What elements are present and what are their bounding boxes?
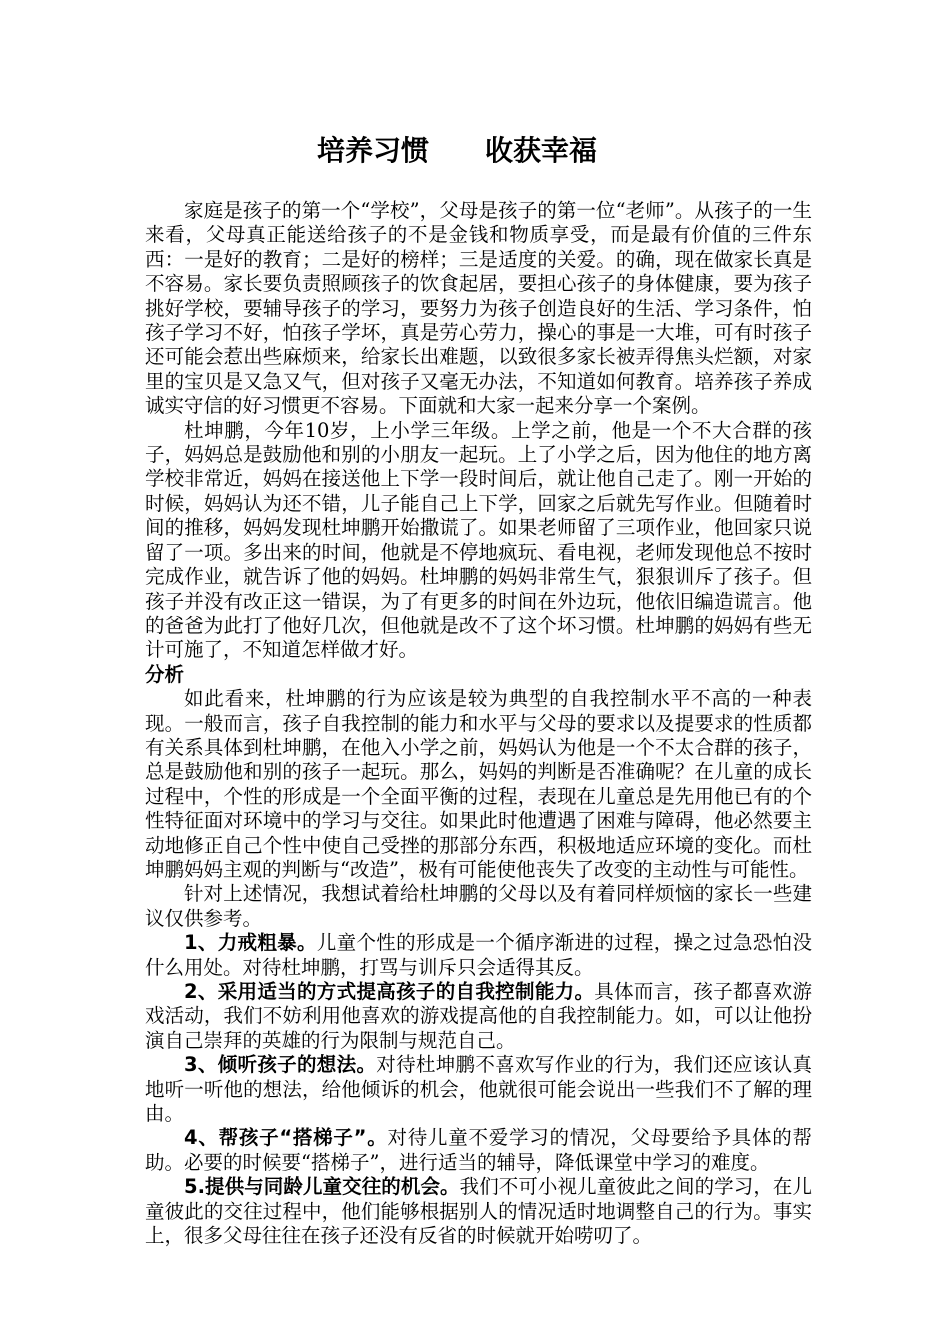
suggestion-item xyxy=(145,1053,812,1126)
suggestion-heading: 3、倾听孩子的想法。 xyxy=(184,1053,377,1077)
suggestion-item xyxy=(145,1126,812,1175)
suggestion-text: 对待儿童不爱学习的情况，父母要给予具体的帮助。必要的时候要“搭梯子”，进行适当的辅导，降低课堂中学习的难度。 xyxy=(145,1126,812,1174)
suggestion-item xyxy=(145,1175,812,1248)
suggestion-heading: 2、采用适当的方式提高孩子的自我控制能力。 xyxy=(184,980,595,1003)
analysis-heading: 分析 xyxy=(145,662,185,686)
case-paragraph: 杜坤鹏，今年10岁，上小学三年级。上学之前，他是一个不大合群的孩子，妈妈总是鼓励他和别的小朋友一起玩。上了小学之后，因为他住的地方离学校非常近，妈妈在接送他上下学一段时间后，就让他自己走了。刚一开始的时候，妈妈认为还不错，儿子能自己上下学，回家之后就先写作业。但随着时间的推移，妈妈发现杜坤鹏开始撒谎了。如果老师留了三项作业，他回家只说留了一项。多出来的时间，他就是不停地疯玩、看电视，老师发现他总不按时完成作业，就告诉了他的妈妈。杜坤鹏的妈妈非常生气，狠狠训斥了孩子。但孩子并没有改正这一错误，为了有更多的时间在外边玩，他依旧编造谎言。他的爸爸为此打了他好几次，但他就是改不了这个坏习惯。杜坤鹏的妈妈有些无计可施了，不知道怎样做才好。 xyxy=(145,418,812,662)
suggestion-text: 具体而言，孩子都喜欢游戏活动，我们不妨利用他喜欢的游戏提高他的自我控制能力。如，可以让他扮演自己崇拜的英雄的行为限制与规范自己。 xyxy=(145,980,812,1052)
suggestion-text: 儿童个性的形成是一个循序渐进的过程，操之过急恐怕没什么用处。对待杜坤鹏，打骂与训斥只会适得其反。 xyxy=(145,931,812,979)
document-body xyxy=(145,199,812,1248)
suggestion-heading: 4、帮孩子“搭梯子”。 xyxy=(184,1126,388,1150)
suggestion-item xyxy=(145,980,812,1053)
suggestion-text: 对待杜坤鹏不喜欢写作业的行为，我们还应该认真地听一听他的想法，给他倾诉的机会，他就很可能会说出一些我们不了解的理由。 xyxy=(145,1053,812,1126)
document-title: 培养习惯 收获幸福 xyxy=(316,134,597,167)
suggestion-item xyxy=(145,931,812,980)
suggestion-heading: 5.提供与同龄儿童交往的机会。 xyxy=(184,1175,460,1199)
suggestion-heading: 1、力戒粗暴。 xyxy=(184,931,317,955)
analysis-paragraph: 如此看来，杜坤鹏的行为应该是较为典型的自我控制水平不高的一种表现。一般而言，孩子自我控制的能力和水平与父母的要求以及提要求的性质都有关系具体到杜坤鹏，在他入小学之前，妈妈认为他是一个不太合群的孩子，总是鼓励他和别的孩子一起玩。那么，妈妈的判断是否准确呢？在儿童的成长过程中，个性的形成是一个全面平衡的过程，表现在儿童总是先用他已有的个性特征面对环境中的学习与交往。如果此时他遭遇了困难与障碍，他必然要主动地修正自己个性中使自己受挫的那部分东西，积极地适应环境的变化。而杜坤鹏妈妈主观的判断与“改造”，极有可能使他丧失了改变的主动性与可能性。 xyxy=(145,687,812,881)
intro-paragraph: 家庭是孩子的第一个“学校”，父母是孩子的第一位“老师”。从孩子的一生来看，父母真正能送给孩子的不是金钱和物质享受，而是最有价值的三件东西：一是好的教育；二是好的榜样；三是适度的关爱。的确，现在做家长真是不容易。家长要负责照顾孩子的饮食起居，要担心孩子的身体健康，要为孩子挑好学校，要辅导孩子的学习，要努力为孩子创造良好的生活、学习条件，怕孩子学习不好，怕孩子学坏，真是劳心劳力，操心的事是一大堆，可有时孩子还可能会惹出些麻烦来，给家长出难题，以致很多家长被弄得焦头烂额，对家里的宝贝是又急又气，但对孩子又毫无办法，不知道如何教育。培养孩子养成诚实守信的好习惯更不容易。下面就和大家一起来分享一个案例。 xyxy=(145,199,812,418)
suggestion-text: 我们不可小视儿童彼此之间的学习，在儿童彼此的交往过程中，他们能够根据别人的情况适时地调整自己的行为。事实上，很多父母往往在孩子还没有反省的时候就开始唠叨了。 xyxy=(145,1175,812,1248)
suggestion-intro-paragraph: 针对上述情况，我想试着给杜坤鹏的父母以及有着同样烦恼的家长一些建议仅供参考。 xyxy=(145,882,812,930)
